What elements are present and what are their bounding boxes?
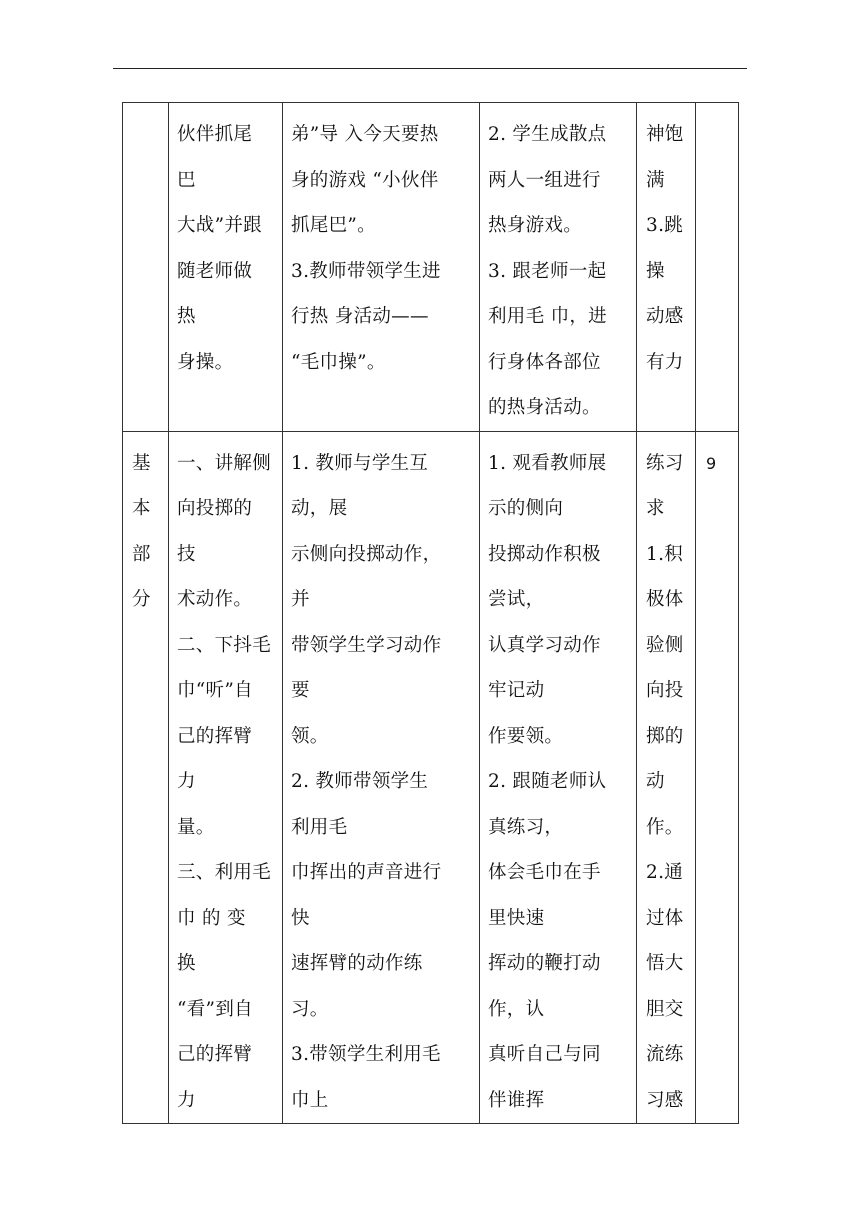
requirements-cell <box>637 103 696 432</box>
cell-line: 动感 <box>646 306 684 327</box>
cell-line: 示的侧向 <box>488 498 564 519</box>
cell-line: 利用毛 巾，进 <box>488 306 607 327</box>
cell-line: 伙伴抓尾 <box>177 124 253 145</box>
cell-line: 认真学习动作 <box>488 634 601 656</box>
cell-line: 利用毛 <box>291 816 348 838</box>
cell-line: 热身游戏。 <box>488 215 583 236</box>
cell-line: 体会毛巾在手 <box>488 862 601 883</box>
time-cell <box>696 431 739 1124</box>
cell-line: 1. 教师与学生互 <box>291 452 429 474</box>
cell-line: 向投 <box>646 680 684 701</box>
cell-line: 2. 学生成散点 <box>488 124 607 145</box>
cell-line: 热 <box>177 306 196 327</box>
cell-line: 3.跳 <box>646 215 684 236</box>
cell-line: 2. 教师带领学生 <box>291 771 429 792</box>
cell-line: 流练 <box>646 1044 684 1065</box>
table-row <box>123 103 739 432</box>
cell-line: 3. 跟老师一起 <box>488 260 607 282</box>
cell-line: 操 <box>646 260 665 282</box>
cell-line: 满 <box>646 169 665 191</box>
cell-line: 技 <box>177 543 196 565</box>
cell-line: 神饱 <box>646 124 684 145</box>
section-cell <box>123 431 169 1124</box>
cell-line: 作。 <box>646 816 684 838</box>
cell-line: 的热身活动。 <box>488 397 601 418</box>
student-activity-cell <box>480 103 637 432</box>
cell-line: 过体 <box>646 907 684 929</box>
section-cell <box>123 103 169 432</box>
cell-line: 基 <box>132 452 151 474</box>
cell-line: 动 <box>646 771 665 792</box>
cell-line: 部 <box>132 543 151 565</box>
cell-line: 示侧向投掷动作， <box>291 543 442 565</box>
cell-line: 胆交 <box>646 998 684 1020</box>
cell-line: 巾上 <box>291 1089 329 1111</box>
cell-line: 练习 <box>646 452 684 474</box>
cell-line: 真练习， <box>488 816 564 838</box>
cell-line: 动，展 <box>291 498 348 519</box>
cell-line: 术动作。 <box>177 589 253 610</box>
cell-line: 有力 <box>646 351 684 373</box>
cell-line: 习感 <box>646 1089 684 1111</box>
cell-line: 向投掷的 <box>177 498 253 519</box>
cell-line: 分 <box>132 589 151 610</box>
cell-line: 二、下抖毛 <box>177 634 272 656</box>
cell-line: 悟大 <box>646 953 684 974</box>
cell-line: 行身体各部位 <box>488 351 601 373</box>
cell-line: 身的游戏 “小伙伴 <box>291 169 439 191</box>
cell-line: 习。 <box>291 998 329 1020</box>
cell-line: 抓尾巴”。 <box>291 215 376 236</box>
content-cell <box>169 431 283 1124</box>
cell-line: 大战”并跟 <box>177 215 262 236</box>
cell-line: 巾挥出的声音进行 <box>291 862 442 883</box>
student-activity-cell <box>480 431 637 1124</box>
cell-line: 并 <box>291 589 310 610</box>
cell-line: 3.带领学生利用毛 <box>291 1044 441 1065</box>
cell-line: “看”到自 <box>177 998 253 1020</box>
cell-line: 本 <box>132 498 151 519</box>
cell-line: 随老师做 <box>177 260 253 282</box>
cell-line: 里快速 <box>488 907 545 929</box>
cell-line: 巾“听”自 <box>177 680 253 701</box>
header-rule <box>113 68 747 69</box>
cell-line: 挥动的鞭打动 <box>488 953 601 974</box>
cell-line: 作，认 <box>488 998 545 1020</box>
cell-line: 尝试， <box>488 589 545 610</box>
cell-line: 换 <box>177 953 196 974</box>
cell-line: 牢记动 <box>488 680 545 701</box>
cell-line: 掷的 <box>646 725 684 747</box>
cell-line: 3.教师带领学生进 <box>291 260 441 282</box>
time-cell <box>696 103 739 432</box>
cell-line: 极体 <box>646 589 684 610</box>
cell-line: 1.积 <box>646 543 684 565</box>
teacher-activity-cell <box>283 103 480 432</box>
cell-line: 投掷动作积极 <box>488 543 601 565</box>
cell-line: 9 <box>706 453 717 473</box>
cell-line: 行热 身活动—— <box>291 306 429 327</box>
cell-line: 求 <box>646 498 665 519</box>
cell-line: 1. 观看教师展 <box>488 452 607 474</box>
cell-line: 量。 <box>177 816 215 838</box>
cell-line: 速挥臂的动作练 <box>291 953 423 974</box>
cell-line: 2.通 <box>646 862 684 883</box>
cell-line: 真听自己与同 <box>488 1044 601 1065</box>
cell-line: 领。 <box>291 725 329 747</box>
teacher-activity-cell <box>283 431 480 1124</box>
cell-line: 伴谁挥 <box>488 1089 545 1111</box>
cell-line: 要 <box>291 680 310 701</box>
cell-line: “毛巾操”。 <box>291 351 386 373</box>
cell-line: 力 <box>177 1089 196 1111</box>
table-row <box>123 431 739 1124</box>
cell-line: 验侧 <box>646 634 684 656</box>
cell-line: 身操。 <box>177 351 234 373</box>
cell-line: 弟”导 入今天要热 <box>291 124 439 145</box>
cell-line: 三、利用毛 <box>177 862 272 883</box>
cell-line: 力 <box>177 771 196 792</box>
requirements-cell <box>637 431 696 1124</box>
cell-line: 巾 的 变 <box>177 907 246 929</box>
cell-line: 己的挥臂 <box>177 725 253 747</box>
cell-line: 带领学生学习动作 <box>291 634 442 656</box>
lesson-plan-table <box>122 102 739 1124</box>
cell-line: 巴 <box>177 169 196 191</box>
cell-line: 2. 跟随老师认 <box>488 771 607 792</box>
cell-line: 己的挥臂 <box>177 1044 253 1065</box>
cell-line: 两人一组进行 <box>488 169 601 191</box>
cell-line: 快 <box>291 907 310 929</box>
cell-line: 一、讲解侧 <box>177 452 272 474</box>
cell-line: 作要领。 <box>488 725 564 747</box>
content-cell <box>169 103 283 432</box>
